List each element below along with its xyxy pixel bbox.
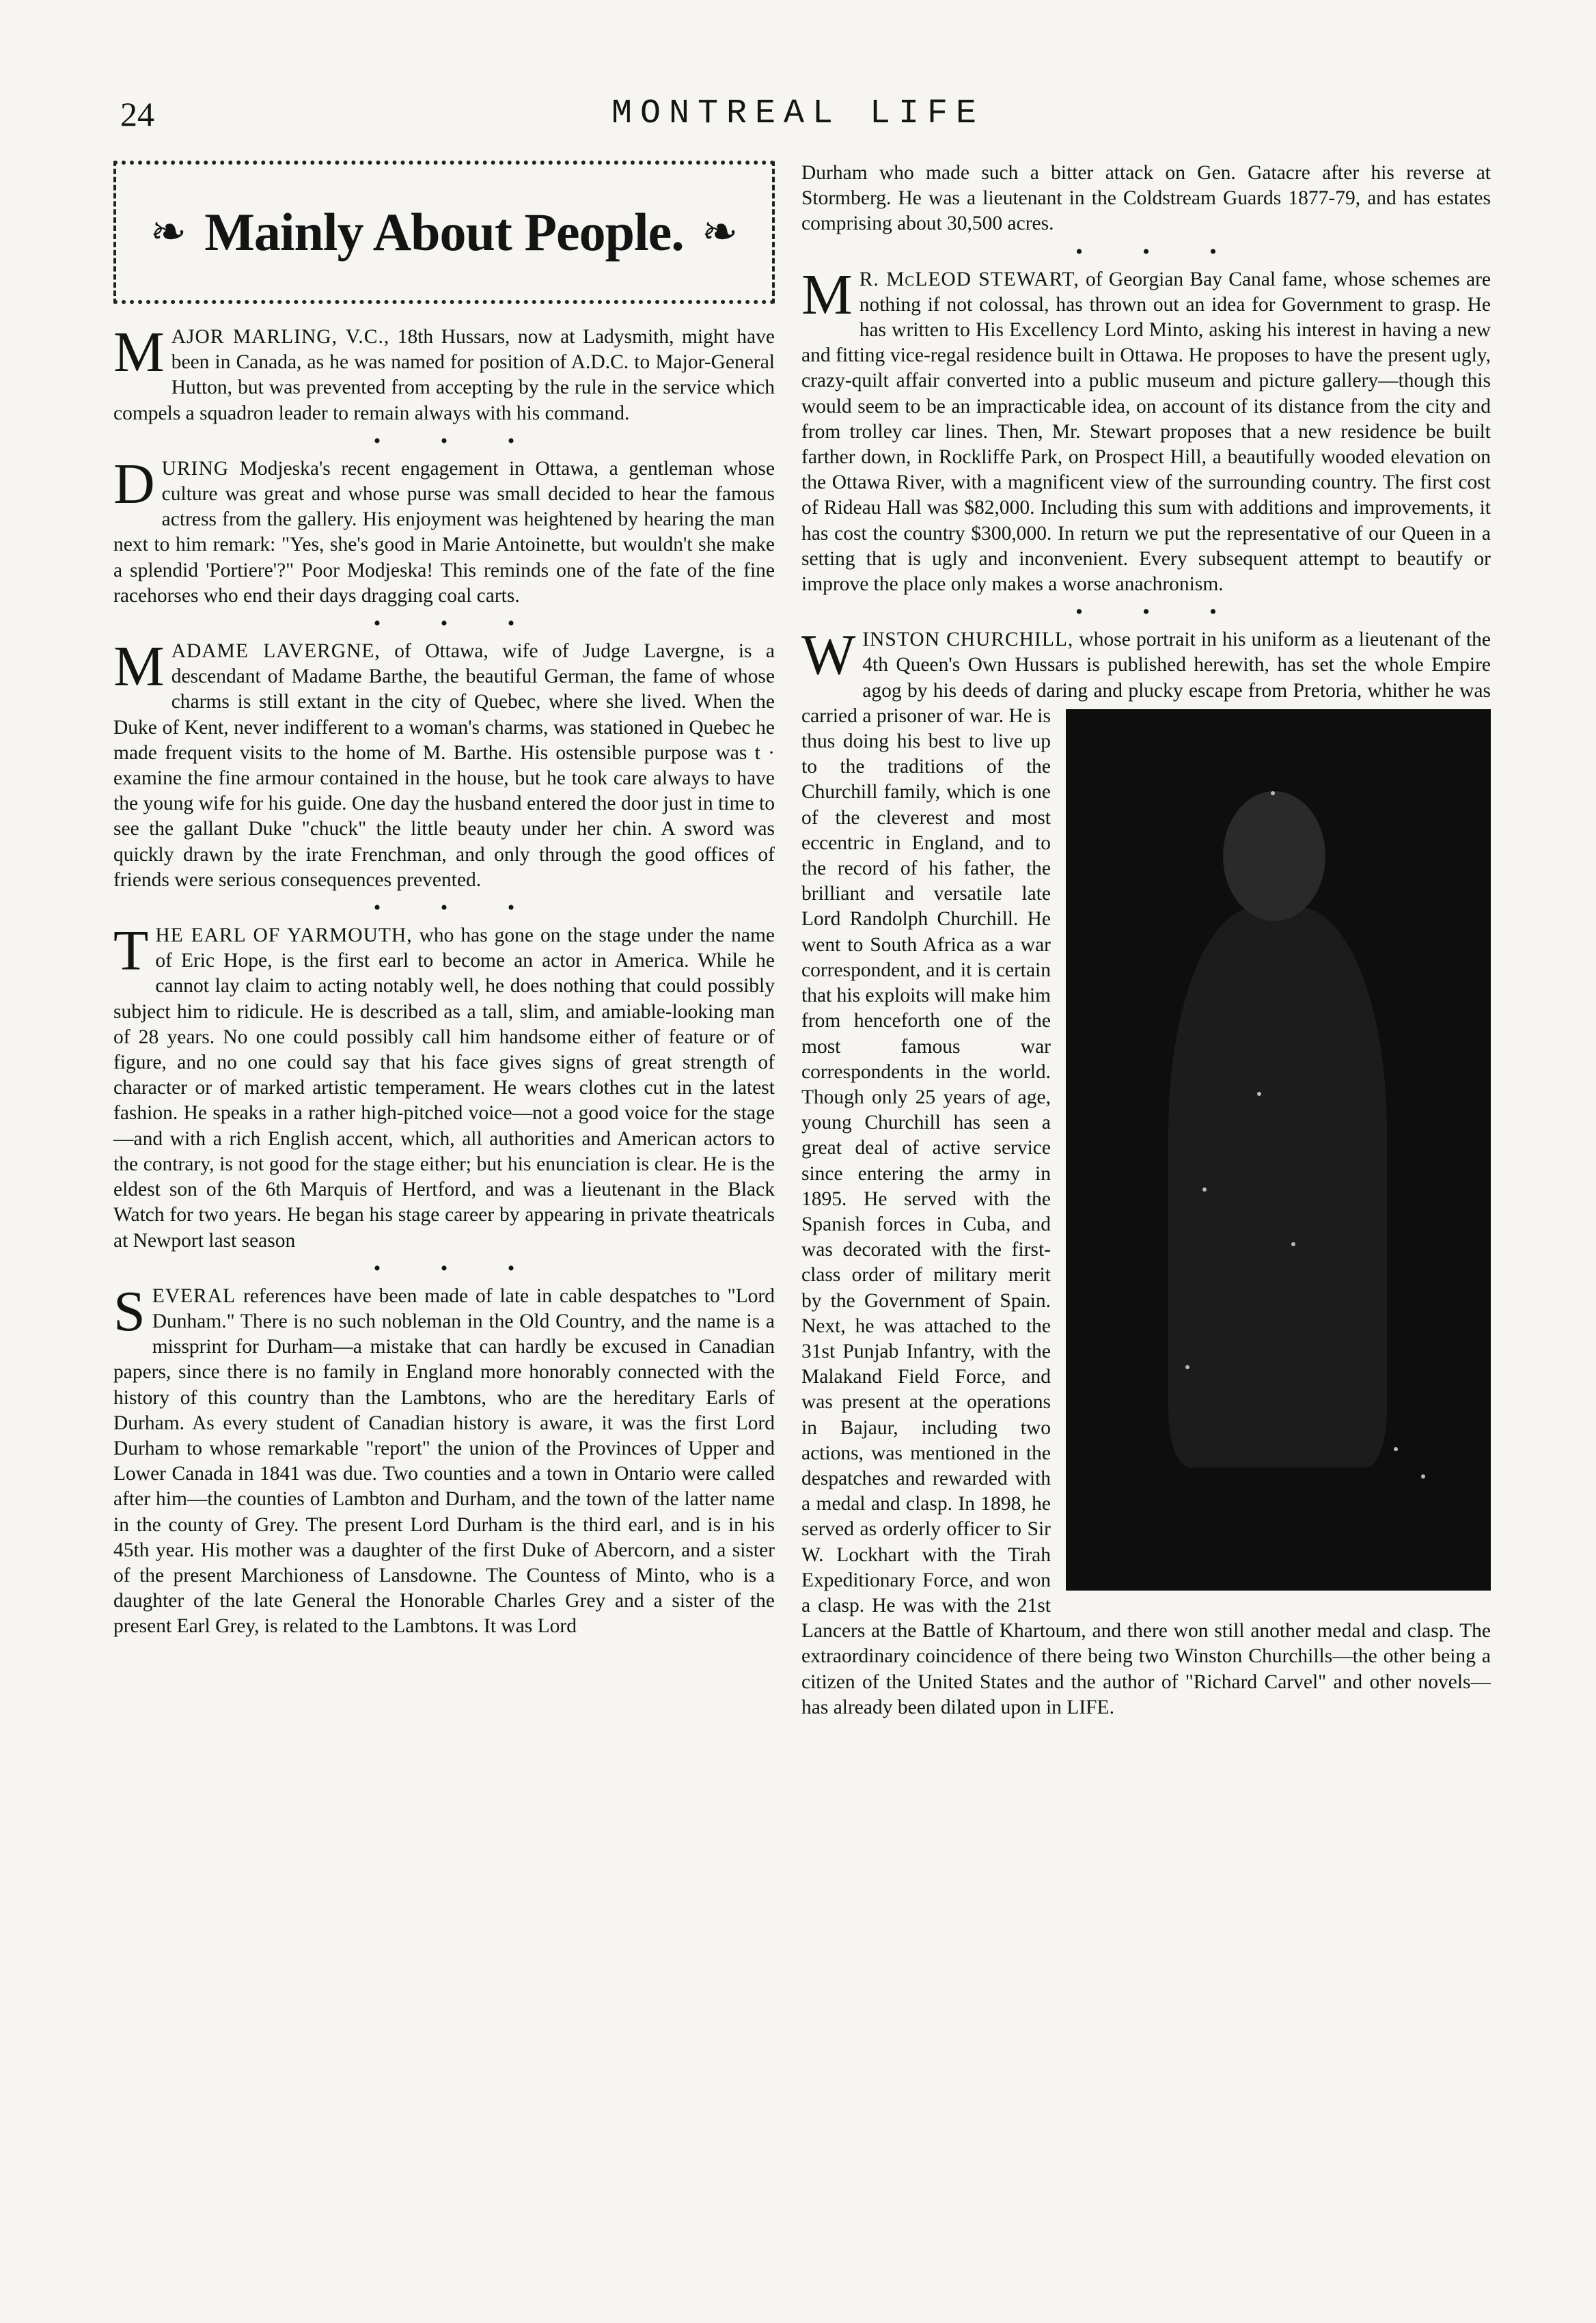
paragraph-text-before-photo — [801, 623, 1491, 1718]
drop-cap: W — [801, 623, 856, 687]
paragraph-text: of Ottawa, wife of Judge Lavergne, is a descendant of Madame Barthe, the beautiful German, the fame of whose charms is still extant in the city of Quebec, where she lived. When the Duke of Kent, never indifferent to a woman's charms, was stationed in Quebec he made frequent visits to the home of M. Barthe. His ostensible purpose was t · examine the fine armour contained in the house, but he took care always to have the young wife for his guide. One day the husband entered the door just in time to see the gallant Duke "chuck" the little beauty under her chin. A sword was quickly drawn by the irate Frenchman, and only through the good offices of friends were serious consequences prevented. — [113, 640, 775, 891]
separator-dots: • • • — [373, 896, 542, 920]
paragraph-text: references have been made of late in cable despatches to "Lord Dunham." There is no such nobleman in the Old Country, and the name is a missprint for Durham—a mistake that can hardly be excused in Canadian papers, since there is no family in England more honorably connected with the history of this country than the Lambtons, who are the hereditary Earls of Durham. As every student of Canadian history is aware, it was the first Lord Durham to whose remarkable "report" the union of the Provinces of Upper and Lower Canada in 1841 was due. Two counties and a town in Ontario were called after him—the counties of Lambton and Durham, and the town of the latter name in the county of Grey. The present Lord Durham is the third earl, and is in his 45th year. His mother was a daughter of the first Duke of Abercorn, and a sister of the present Marchioness of Lansdowne. The Countess of Minto, who is a daughter of the late General the Honorable Charles Grey and a sister of the present Earl Grey, is related to the Lambtons. It was Lord — [113, 1284, 775, 1638]
fleuron-right-icon: ❧ — [701, 208, 739, 256]
right-column — [801, 161, 1491, 1720]
drop-cap: T — [113, 919, 149, 983]
paragraph-text: Modjeska's recent engagement in Ottawa, a gentleman whose culture was great and whose purse was small decided to hear the famous actress from the gallery. His enjoyment was heightened by hearing the man next to him remark: "Yes, she's good in Marie Antoinette, but wouldn't she make a splendid 'Portiere'?" Poor Modjeska! This reminds one of the fate of the fine racehorses who end their days dragging coal carts. — [113, 457, 775, 607]
separator-dots: • • • — [373, 612, 542, 635]
lead-words: ADAME LAVERGNE, — [171, 640, 381, 663]
paragraph-text: of Georgian Bay Canal fame, whose schemes are nothing if not colossal, has thrown out an idea for Government to grasp. He has written to His Excellency Lord Minto, asking his interest in having a new and fitting vice-regal residence built in Ottawa. He proposes to have the present ugly, crazy-quilt affair converted into a public museum and picture gallery—though this would seem to be an impracticable idea, on account of its distance from the city and from trolley car lines. Then, Mr. Stewart proposes that a new residence be built farther down, in Rockliffe Park, on Prospect Hill, a beautifully wooded elevation on the Ottawa River, with a magnificent view of the surrounding country. The first cost of Rideau Hall was $82,000. Including this sum with additions and improvements, it has cost the country $300,000. In return we put the representative of our Queen in a setting that is ugly and inconvenient. Every subsequent attempt to beautify or improve the place only makes a worse anachronism. — [801, 268, 1491, 596]
page-number: 24 — [120, 95, 154, 133]
paragraph-churchill — [801, 623, 1491, 1720]
lead-words: HE EARL OF YARMOUTH, — [155, 924, 413, 947]
paragraph-text: carried a prisoner of war. He is thus doing his best to live up to the traditions of the Churchill family, which is one of the cleverest and most eccentric in England, and to the record of his father, the brilliant and versatile late Lord Randolph Churchill. He went to South Africa as a war correspondent, and it is certain that his exploits will make him from henceforth one of the most famous war correspondents in the world. Though only 25 years of age, young Churchill has seen a great deal of active service since entering the army in 1895. He served with the Spanish forces in Cuba, and was decorated with the first-class order of military merit by the Government of Spain. Next, he was attached to the 31st Punjab Infantry, with the Malakand Field Force, and was present at the operations in Bajaur, including two actions, was mentioned in the despatches and rewarded with a medal and clasp. In 1898, he served as orderly officer to Sir W. Lockhart with the Tirah Expeditionary Force, and won a clasp. He was with the 21st Lancers at the Battle of Khartoum, and there won still another medal and clasp. The extraordinary coincidence of there being two Winston Churchills—the other being a citizen of the United States and the author of "Richard Carvel" and other novels—has already been dilated upon in — [801, 704, 1491, 1718]
paragraph-stewart — [801, 262, 1491, 598]
separator-dots: • • • — [373, 429, 542, 452]
portrait-head-shape — [1223, 791, 1325, 921]
drop-cap: M — [113, 635, 165, 699]
portrait-highlight — [1257, 1092, 1261, 1096]
left-column — [113, 161, 775, 1640]
lead-words: EVERAL — [152, 1284, 236, 1307]
portrait-highlight — [1185, 1365, 1189, 1369]
paragraph-yarmouth — [113, 919, 775, 1254]
drop-cap: D — [113, 452, 155, 516]
separator-dots: • • • — [1075, 240, 1244, 263]
paragraph-text: 18th Hussars, now at Ladysmith, might have been in Canada, as he was named for position of A.D.C. to Major-General Hutton, but was prevented from accepting by the rule in the service which compels a squadron leader to remain always with his command. — [113, 326, 775, 424]
paragraph-text: whose portrait in his uniform as a lieutenant of the 4th Queen's Own Hussars is published herewith, has set the whole Empire agog by his deeds of daring and plucky escape from Pretoria, whither he was — [862, 629, 1491, 702]
running-title: MONTREAL LIFE — [611, 94, 985, 133]
lead-words: R. McLEOD STEWART, — [859, 268, 1079, 290]
paragraph-lavergne — [113, 635, 775, 893]
paragraph-text: who has gone on the stage under the name of Eric Hope, is the first earl to become an actor in America. While he cannot lay claim to acting notably well, he does nothing that could possibly subject him to ridicule. He is described as a tall, slim, and amiable-looking man of 28 years. No one could possibly call him handsome either of feature or of figure, and no one could say that his face gives signs of great strength of character or of marked artistic temperament. He wears clothes cut in the latest fashion. He speaks in a rather high-pitched voice—not a good voice for the stage—and with a rich English accent, which, all authorities and American actors to the contrary, is not good for the stage either; but his enunciation is clear. He is the eldest son of the 6th Marquis of Hertford, and was a lieutenant in the Black Watch for two years. He began his stage career by appearing in private theatricals at Newport last season — [113, 924, 775, 1252]
separator-dots: • • • — [1075, 601, 1244, 624]
section-title-box — [113, 161, 775, 304]
portrait-highlight — [1271, 791, 1275, 795]
portrait-highlight — [1421, 1474, 1425, 1479]
churchill-portrait-photo — [1066, 709, 1491, 1591]
section-title: Mainly About People. — [204, 202, 684, 262]
portrait-highlight — [1394, 1447, 1398, 1451]
paragraph-modjeska — [113, 452, 775, 609]
paragraph-durham-continued: Durham who made such a bitter attack on Gen. Gatacre after his reverse at Stormberg. He was a lieutenant in the Coldstream Guards 1877-79, and has estates comprising about 30,500 acres. — [801, 162, 1491, 235]
portrait-body-shape — [1168, 907, 1387, 1468]
lead-words: INSTON CHURCHILL, — [862, 629, 1074, 651]
drop-cap: S — [113, 1279, 146, 1343]
separator-dots: • • • — [373, 1256, 542, 1280]
portrait-highlight — [1291, 1242, 1295, 1246]
paragraph-durham — [113, 1279, 775, 1640]
page-header — [0, 94, 1596, 149]
portrait-highlight — [1202, 1187, 1207, 1192]
drop-cap: M — [113, 320, 165, 384]
lead-words: URING — [161, 457, 230, 480]
lead-words: AJOR MARLING, V.C., — [171, 326, 390, 348]
magazine-name: LIFE. — [1067, 1696, 1114, 1718]
fleuron-left-icon: ❧ — [150, 208, 187, 256]
paragraph-marling — [113, 320, 775, 426]
drop-cap: M — [801, 262, 853, 327]
